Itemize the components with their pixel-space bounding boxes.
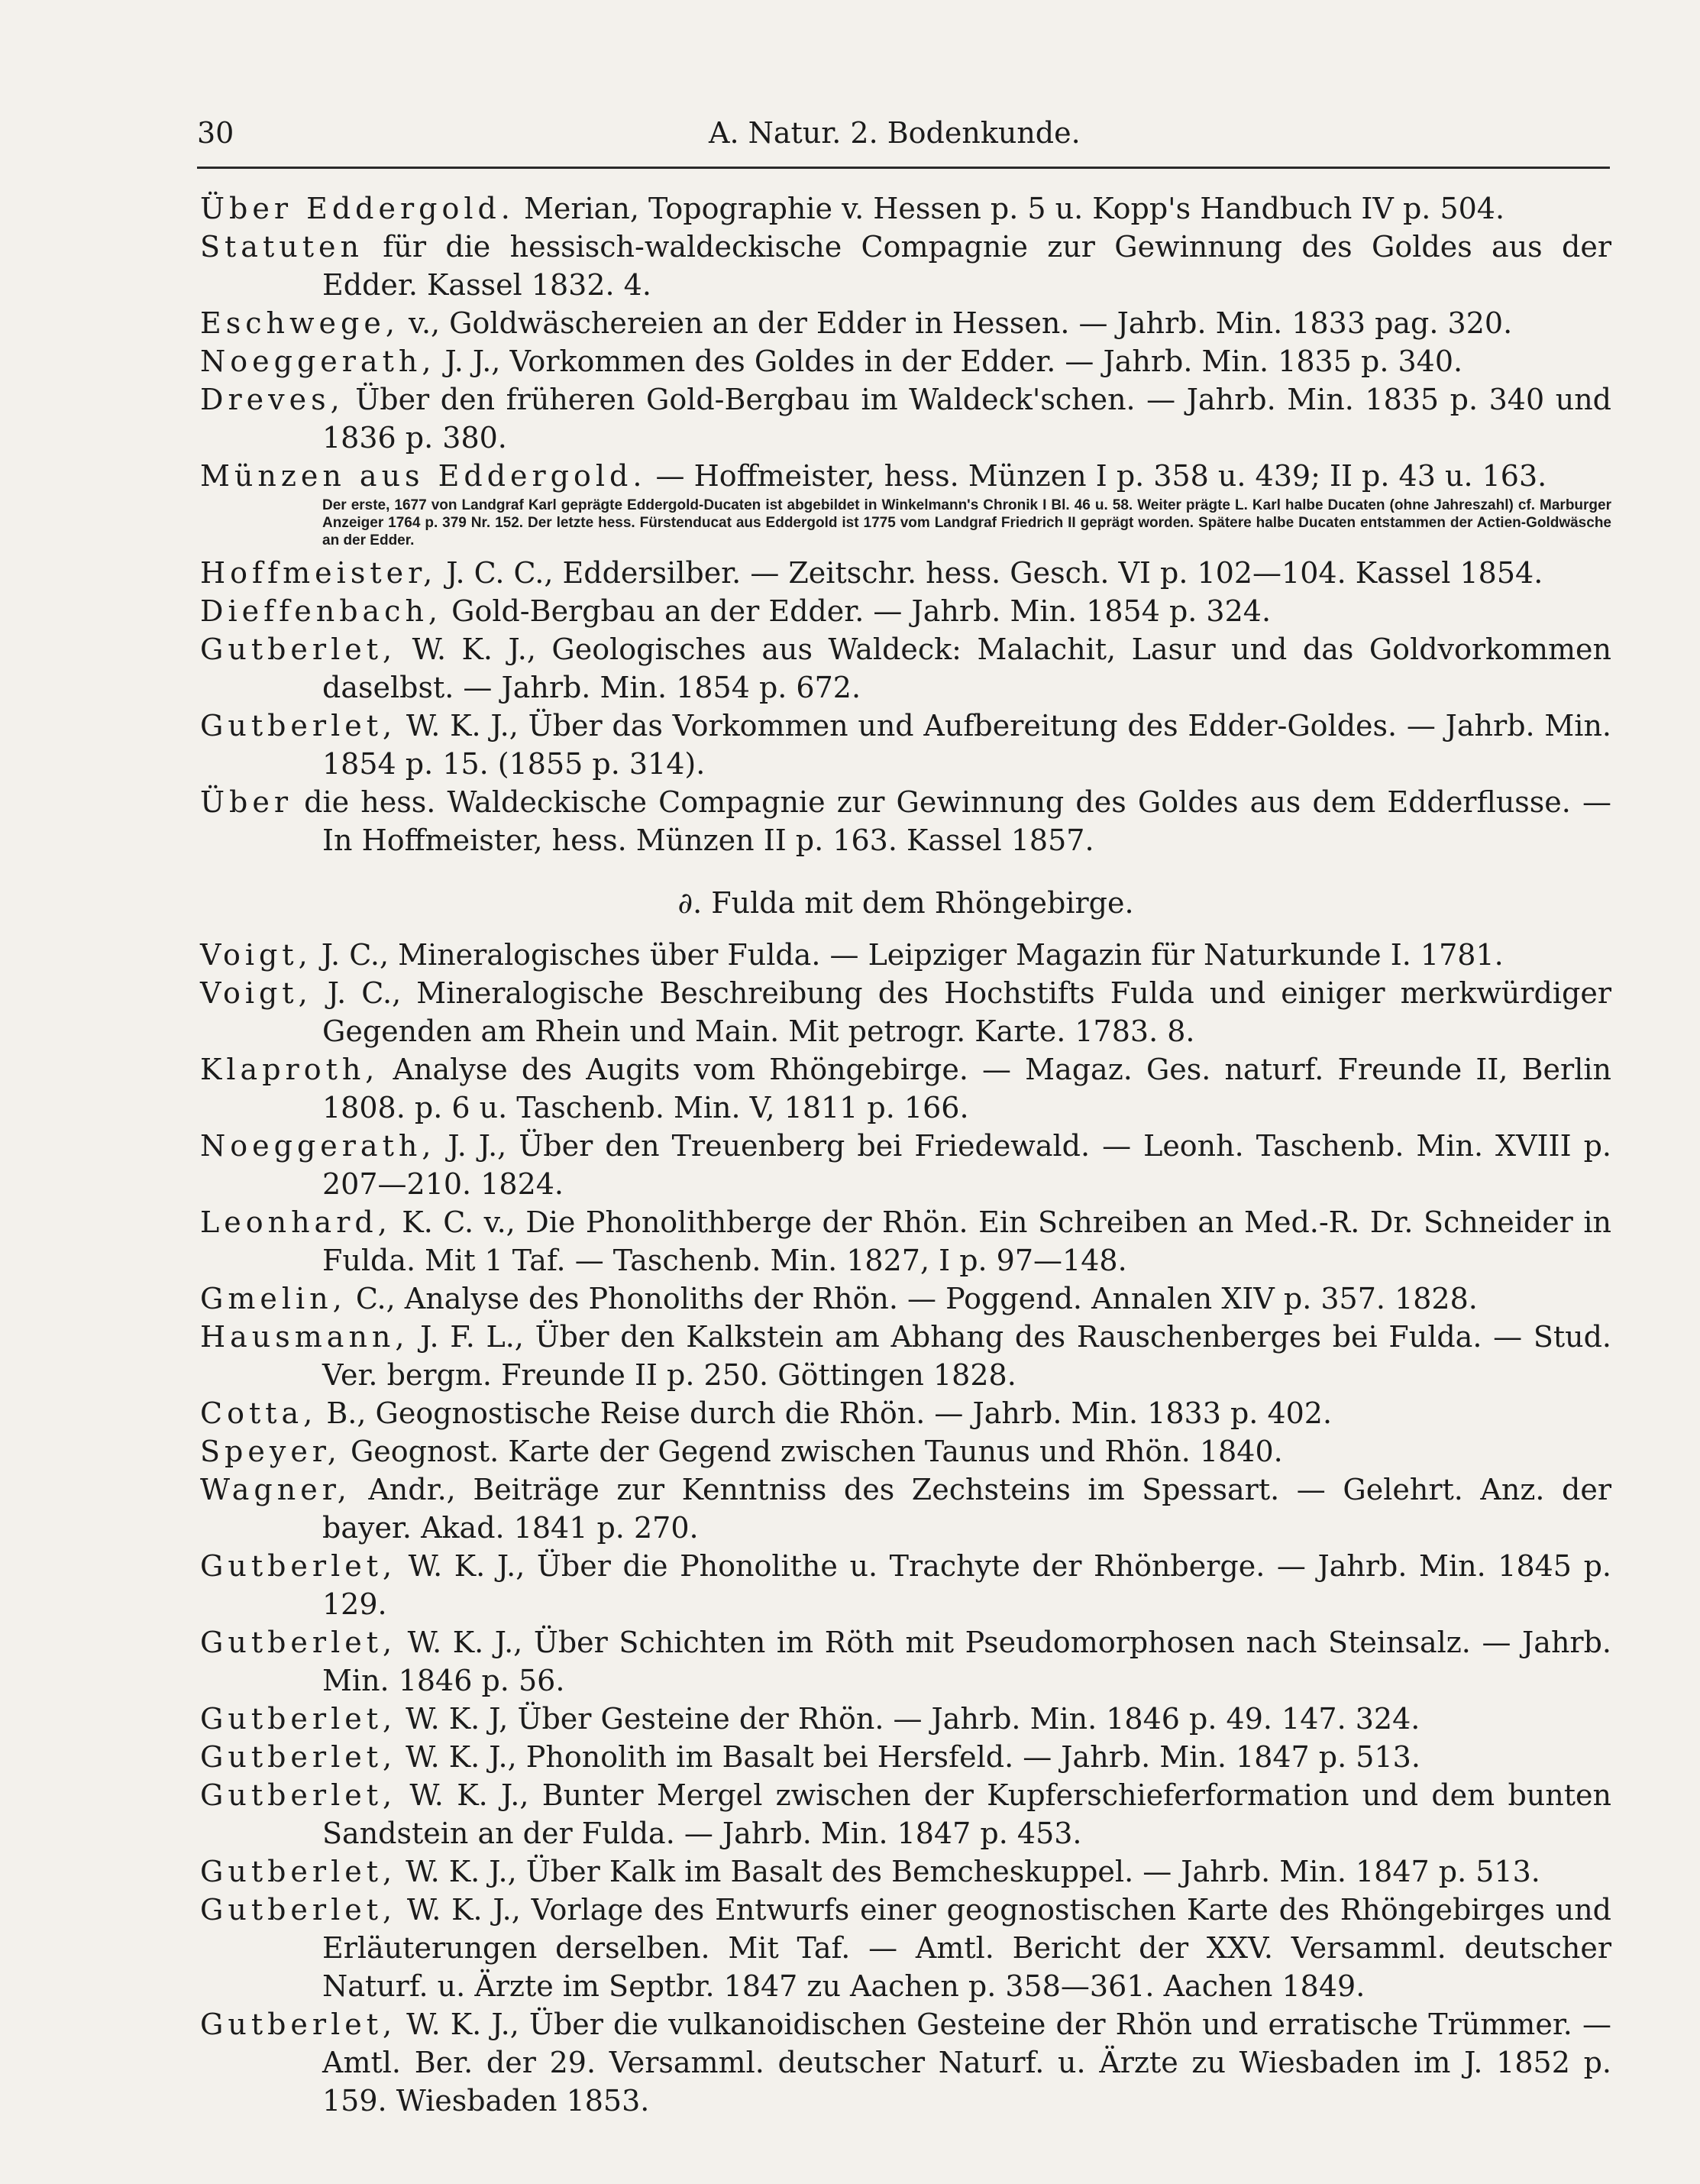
running-title: A. Natur. 2. Bodenkunde.: [709, 116, 1081, 150]
entry-text: W. K. J., Über die vulkanoidischen Gesteine der Rhön und erratische Trümmer. — Amtl. Ber. der 29. Versamml. deutscher Naturf. u. Ärzte zu Wiesbaden im J. 1852 p. 159. Wiesbaden 1853.: [322, 2008, 1611, 2118]
footnote-note: Der erste, 1677 von Landgraf Karl geprägte Eddergold-Ducaten ist abgebildet in Winkelmann's Chronik I Bl. 46 u. 58. Weiter prägte L. Karl halbe Ducaten (ohne Jahreszahl) cf. Marburger Anzeiger 1764 p. 379 Nr. 152. Der letzte hess. Fürstenducat aus Eddergold ist 1775 vom Landgraf Friedrich II geprägt worden. Spätere halbe Ducaten entstammen der Actien-Goldwäsche an der Edder.: [322, 497, 1611, 548]
entry-text: Merian, Topographie v. Hessen p. 5 u. Kopp's Handbuch IV p. 504.: [514, 192, 1505, 225]
entry-text: die hess. Waldeckische Compagnie zur Gewinnung des Goldes aus dem Edderflusse. — In Hoffmeister, hess. Münzen II p. 163. Kassel 1857.: [292, 785, 1611, 857]
page-header: [197, 116, 1610, 162]
entry-author: Statuten: [200, 230, 364, 264]
entry-text: W. K. J., Über Schichten im Röth mit Pseudomorphosen nach Steinsalz. — Jahrb. Min. 1846 p. 56.: [322, 1626, 1611, 1697]
bibliography-part-3: [200, 936, 1611, 2120]
entry-text: C., Analyse des Phonoliths der Rhön. — Poggend. Annalen XIV p. 357. 1828.: [346, 1282, 1478, 1315]
entry-author: Eschwege,: [200, 306, 399, 340]
bibliography-entry: [200, 936, 1611, 974]
bibliography-entry: [200, 304, 1611, 342]
entry-author: Noeggerath,: [200, 1129, 436, 1163]
entry-author: Voigt,: [200, 976, 312, 1010]
bibliography-entry: [200, 974, 1611, 1050]
entry-author: Münzen aus Eddergold.: [200, 459, 647, 493]
entry-author: Voigt,: [200, 938, 312, 972]
entry-text: J. C., Mineralogisches über Fulda. — Leipziger Magazin für Naturkunde I. 1781.: [312, 938, 1504, 972]
entry-text: v., Goldwäschereien an der Edder in Hessen. — Jahrb. Min. 1833 pag. 320.: [399, 306, 1513, 340]
bibliography-entry: [200, 707, 1611, 783]
entry-author: Gutberlet,: [200, 1778, 397, 1812]
entry-author: Wagner,: [200, 1473, 351, 1506]
entry-author: Gutberlet,: [200, 1549, 397, 1583]
entry-author: Gutberlet,: [200, 633, 397, 666]
entry-text: W. K. J, Über Gesteine der Rhön. — Jahrb. Min. 1846 p. 49. 147. 324.: [396, 1702, 1420, 1736]
bibliography-entry: [200, 457, 1611, 495]
bibliography-entry: [200, 630, 1611, 707]
entry-author: Noeggerath,: [200, 345, 436, 378]
bibliography-entry: [200, 1432, 1611, 1471]
entry-author: Gutberlet,: [200, 1893, 397, 1927]
entry-author: Gmelin,: [200, 1282, 347, 1315]
entry-text: W. K. J., Über das Vorkommen und Aufbereitung des Edder-Goldes. — Jahrb. Min. 1854 p. 15. (1855 p. 314).: [322, 709, 1611, 781]
header-rule: [197, 167, 1610, 169]
bibliography-entry: [200, 554, 1611, 592]
entry-author: Leonhard,: [200, 1205, 392, 1239]
entry-text: für die hessisch-waldeckische Compagnie zur Gewinnung des Goldes aus der Edder. Kassel 1832. 4.: [322, 230, 1611, 302]
bibliography-entry: [200, 1318, 1611, 1394]
entry-author: Gutberlet,: [200, 1740, 397, 1774]
entry-text: J. F. L., Über den Kalkstein am Abhang des Rauschenberges bei Fulda. — Stud. Ver. bergm. Freunde II p. 250. Göttingen 1828.: [322, 1320, 1611, 1392]
bibliography-entry: [200, 783, 1611, 859]
entry-author: Hoffmeister,: [200, 556, 438, 590]
entry-text: J. C. C., Eddersilber. — Zeitschr. hess. Gesch. VI p. 102—104. Kassel 1854.: [437, 556, 1543, 590]
bibliography: [200, 189, 1611, 2120]
bibliography-entry: [200, 1394, 1611, 1432]
entry-text: Andr., Beiträge zur Kenntniss des Zechsteins im Spessart. — Gelehrt. Anz. der bayer. Akad. 1841 p. 270.: [322, 1473, 1611, 1545]
entry-text: Über den früheren Gold-Bergbau im Waldeck'schen. — Jahrb. Min. 1835 p. 340 und 1836 p. 380.: [322, 383, 1611, 455]
entry-text: Analyse des Augits vom Rhöngebirge. — Magaz. Ges. naturf. Freunde II, Berlin 1808. p. 6 u. Taschenb. Min. V, 1811 p. 166.: [322, 1053, 1611, 1124]
entry-author: Gutberlet,: [200, 2008, 397, 2041]
entry-author: Über: [200, 785, 293, 819]
bibliography-entry: [200, 1280, 1611, 1318]
bibliography-entry: [200, 380, 1611, 457]
bibliography-entry: [200, 228, 1611, 304]
entry-author: Gutberlet,: [200, 709, 397, 743]
bibliography-entry: [200, 1471, 1611, 1547]
bibliography-entry: [200, 1700, 1611, 1738]
section-title: ∂. Fulda mit dem Rhöngebirge.: [677, 886, 1134, 920]
entry-text: W. K. J., Vorlage des Entwurfs einer geognostischen Karte des Rhöngebirges und Erläuterungen derselben. Mit Taf. — Amtl. Bericht der XXV. Versamml. deutscher Naturf. u. Ärzte im Septbr. 1847 zu Aachen p. 358—361. Aachen 1849.: [322, 1893, 1611, 2003]
entry-author: Cotta,: [200, 1396, 318, 1430]
entry-author: Dieffenbach,: [200, 594, 443, 628]
entry-author: Dreves,: [200, 383, 344, 416]
bibliography-part-1: [200, 189, 1611, 495]
entry-text: Geognost. Karte der Gegend zwischen Taunus und Rhön. 1840.: [341, 1435, 1283, 1468]
entry-text: J. J., Vorkommen des Goldes in der Edder. — Jahrb. Min. 1835 p. 340.: [435, 345, 1463, 378]
bibliography-entry: [200, 1203, 1611, 1280]
entry-text: — Hoffmeister, hess. Münzen I p. 358 u. 439; II p. 43 u. 163.: [646, 459, 1547, 493]
entry-author: Gutberlet,: [200, 1855, 397, 1888]
bibliography-entry: [200, 1623, 1611, 1700]
bibliography-entry: [200, 1891, 1611, 2005]
bibliography-entry: [200, 189, 1611, 228]
entry-text: J. C., Mineralogische Beschreibung des Hochstifts Fulda und einiger merkwürdiger Gegenden am Rhein und Main. Mit petrogr. Karte. 1783. 8.: [312, 976, 1611, 1048]
entry-author: Gutberlet,: [200, 1626, 397, 1659]
entry-author: Gutberlet,: [200, 1702, 397, 1736]
bibliography-entry: [200, 1852, 1611, 1891]
bibliography-entry: [200, 1050, 1611, 1127]
bibliography-entry: [200, 1547, 1611, 1623]
entry-text: Gold-Bergbau an der Edder. — Jahrb. Min. 1854 p. 324.: [442, 594, 1272, 628]
entry-author: Speyer,: [200, 1435, 341, 1468]
bibliography-entry: [200, 1776, 1611, 1852]
bibliography-entry: [200, 2005, 1611, 2120]
bibliography-entry: [200, 342, 1611, 380]
entry-text: W. K. J., Bunter Mergel zwischen der Kupferschieferformation und dem bunten Sandstein an der Fulda. — Jahrb. Min. 1847 p. 453.: [322, 1778, 1611, 1850]
bibliography-entry: [200, 1738, 1611, 1776]
entry-text: J. J., Über den Treuenberg bei Friedewald. — Leonh. Taschenb. Min. XVIII p. 207—210. 1824.: [322, 1129, 1611, 1201]
entry-text: W. K. J., Über Kalk im Basalt des Bemcheskuppel. — Jahrb. Min. 1847 p. 513.: [396, 1855, 1540, 1888]
entry-text: W. K. J., Phonolith im Basalt bei Hersfeld. — Jahrb. Min. 1847 p. 513.: [396, 1740, 1420, 1774]
entry-author: Klaproth,: [200, 1053, 380, 1086]
entry-author: Hausmann,: [200, 1320, 409, 1354]
entry-text: B., Geognostische Reise durch die Rhön. — Jahrb. Min. 1833 p. 402.: [317, 1396, 1333, 1430]
bibliography-entry: [200, 592, 1611, 630]
entry-text: K. C. v., Die Phonolithberge der Rhön. Ein Schreiben an Med.-R. Dr. Schneider in Fulda. Mit 1 Taf. — Taschenb. Min. 1827, I p. 97—148.: [322, 1205, 1611, 1277]
entry-author: Über Eddergold.: [200, 192, 515, 225]
bibliography-entry: [200, 1127, 1611, 1203]
bibliography-part-2: [200, 554, 1611, 859]
page-number: 30: [197, 116, 234, 150]
entry-text: W. K. J., Geologisches aus Waldeck: Malachit, Lasur und das Goldvorkommen daselbst. — Jahrb. Min. 1854 p. 672.: [322, 633, 1611, 704]
entry-text: W. K. J., Über die Phonolithe u. Trachyte der Rhönberge. — Jahrb. Min. 1845 p. 129.: [322, 1549, 1611, 1621]
